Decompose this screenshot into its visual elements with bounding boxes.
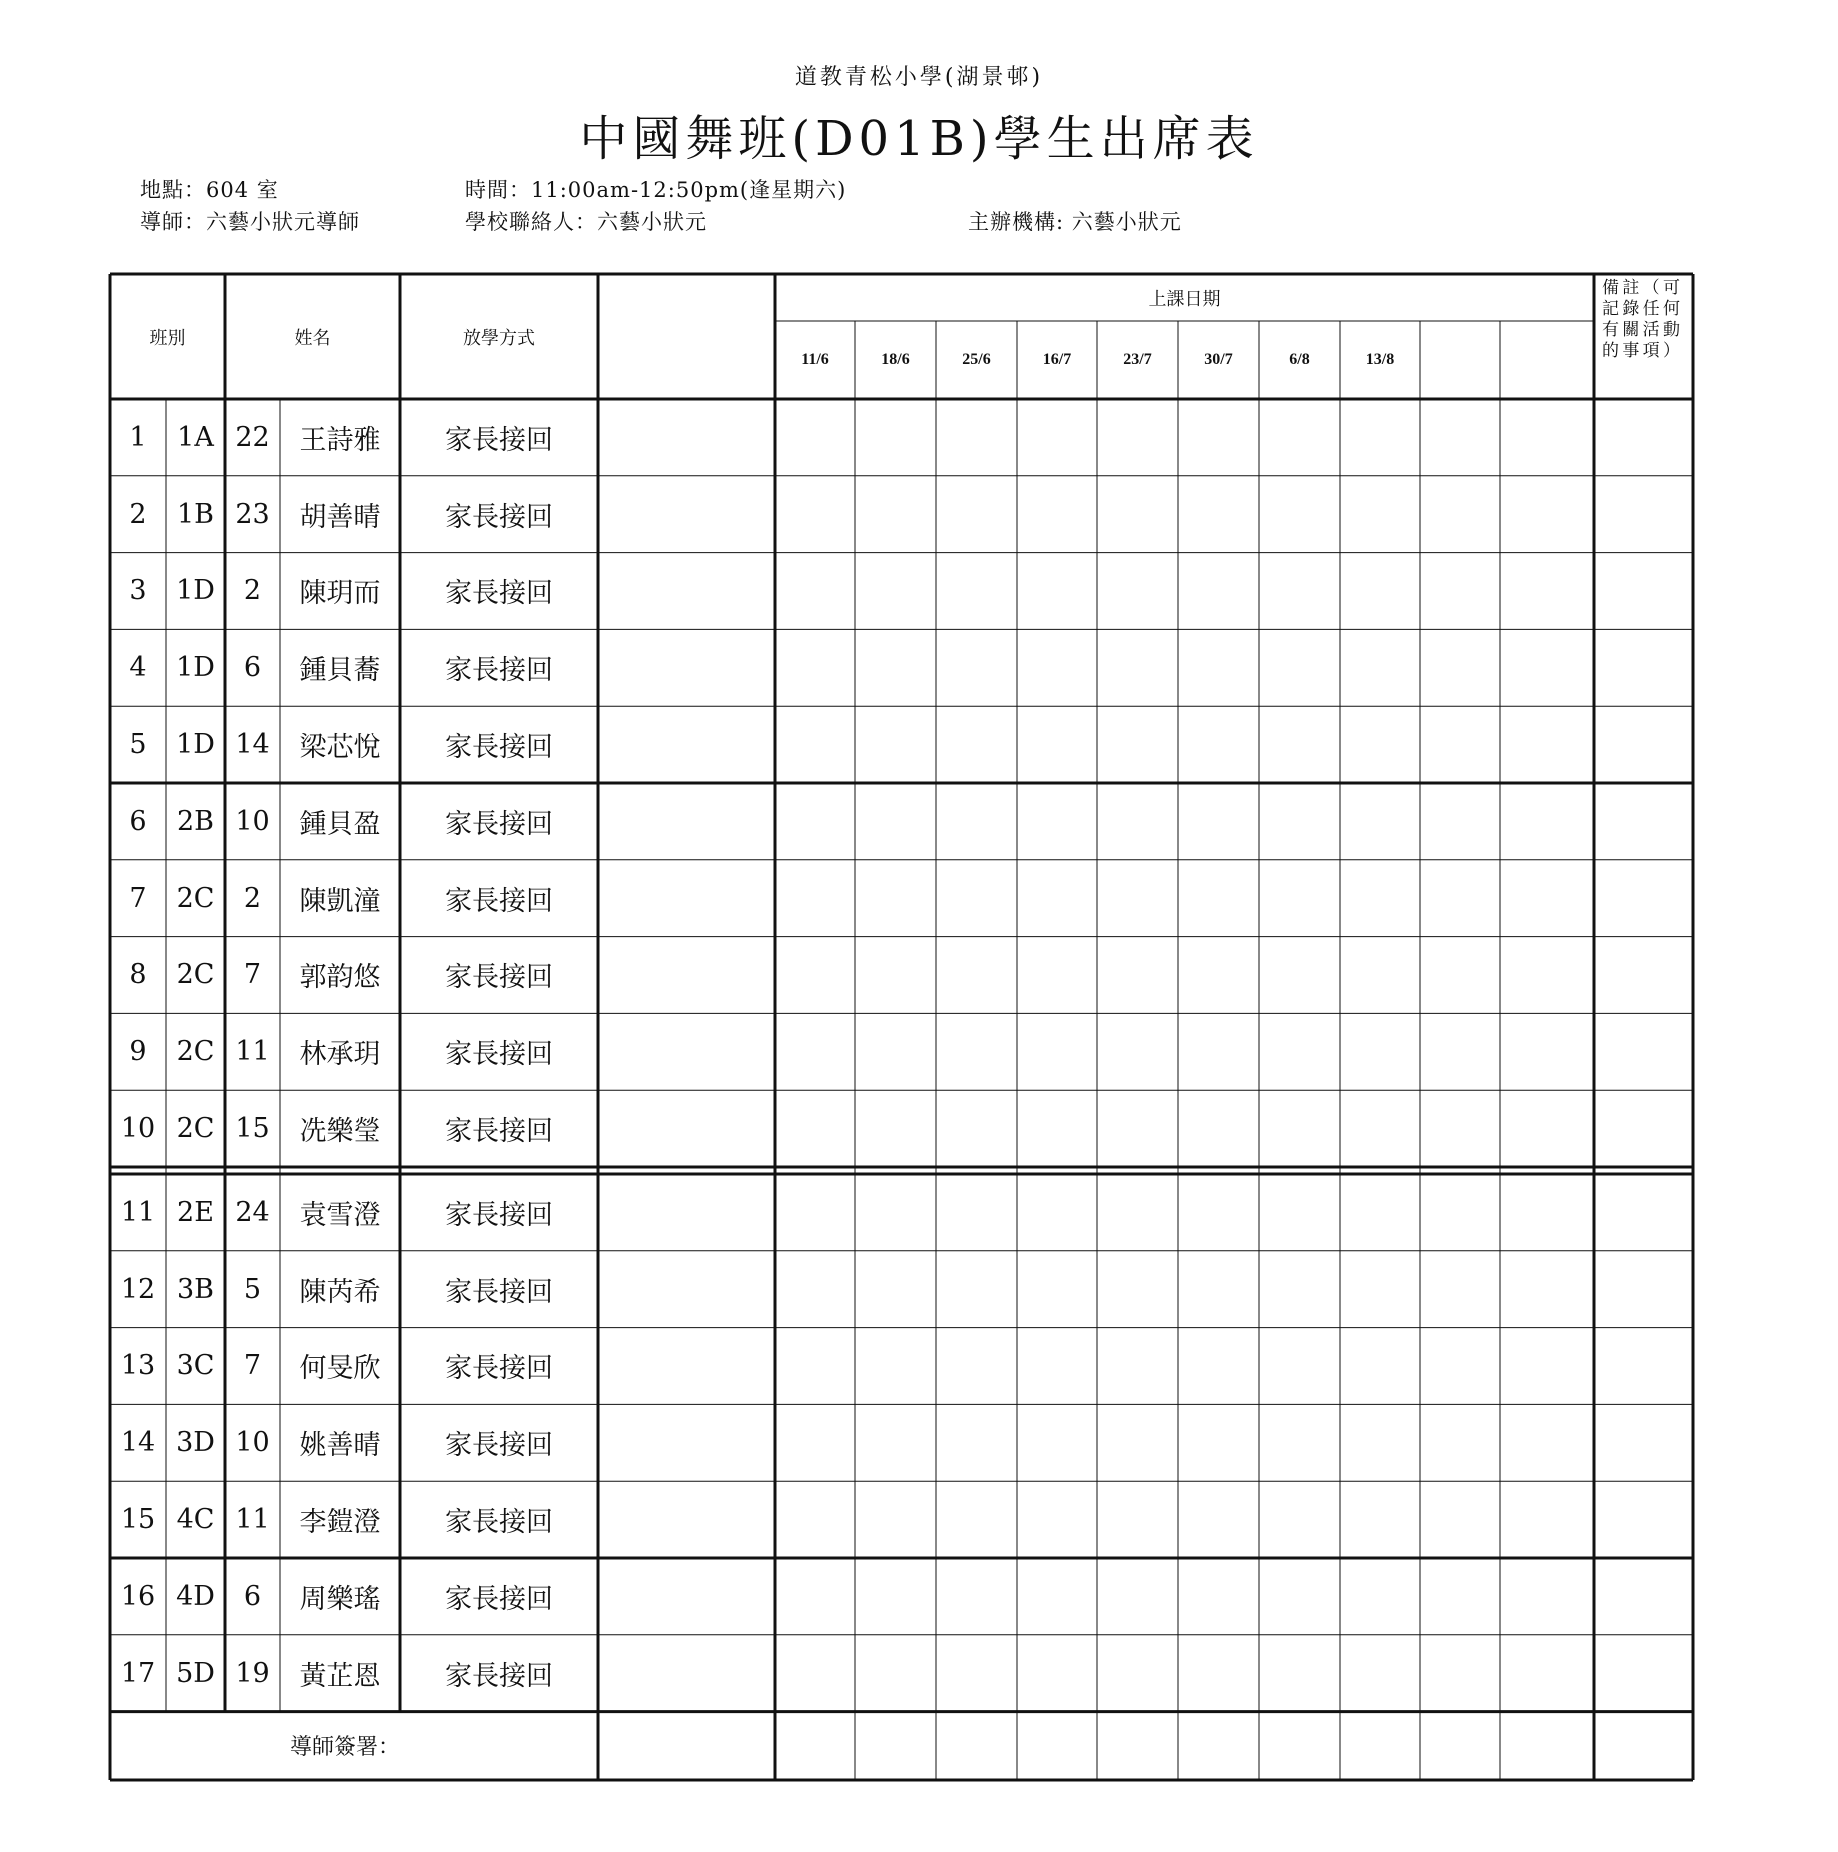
row-class: 1B xyxy=(176,498,215,530)
row-class-number: 2 xyxy=(243,882,262,914)
row-class-number: 7 xyxy=(243,1350,262,1382)
row-number: 8 xyxy=(129,959,147,991)
row-class-number: 11 xyxy=(235,1504,270,1536)
row-class: 2C xyxy=(176,882,215,914)
row-dismissal-method: 家長接回 xyxy=(445,1507,553,1539)
row-student-name: 何旻欣 xyxy=(299,1353,381,1385)
row-student-name: 胡善晴 xyxy=(299,501,381,533)
date-label: 18/6 xyxy=(881,351,910,368)
row-class-number: 2 xyxy=(243,575,262,607)
row-student-name: 梁芯悅 xyxy=(299,732,381,764)
row-number: 3 xyxy=(129,575,147,607)
date-label: 11/6 xyxy=(801,351,829,368)
row-class-number: 19 xyxy=(235,1657,270,1689)
row-dismissal-method: 家長接回 xyxy=(445,1116,553,1148)
page-title: 中國舞班(D01B)學生出席表 xyxy=(579,111,1259,167)
row-class: 2C xyxy=(176,1113,215,1145)
row-class-number: 5 xyxy=(243,1273,262,1305)
row-student-name: 冼樂瑩 xyxy=(299,1116,381,1148)
date-label: 25/6 xyxy=(962,351,991,368)
row-class: 1D xyxy=(176,652,215,684)
date-label: 23/7 xyxy=(1123,351,1152,368)
row-number: 10 xyxy=(120,1113,156,1145)
row-number: 15 xyxy=(120,1504,156,1536)
row-class-number: 6 xyxy=(243,1580,262,1612)
school-contact-text: 學校聯絡人：六藝小狀元 xyxy=(465,210,707,234)
row-number: 12 xyxy=(120,1273,156,1305)
row-number: 11 xyxy=(120,1196,156,1228)
row-class-number: 14 xyxy=(235,729,270,761)
header-name: 姓名 xyxy=(294,327,331,349)
row-class: 2C xyxy=(176,959,215,991)
row-class-number: 6 xyxy=(243,652,262,684)
row-class: 3C xyxy=(176,1350,215,1382)
row-class-number: 10 xyxy=(235,1427,270,1459)
date-label xyxy=(1500,321,1594,399)
row-dismissal-method: 家長接回 xyxy=(445,885,553,917)
organizer-text: 主辦機構: 六藝小狀元 xyxy=(968,210,1182,234)
row-class-number: 10 xyxy=(235,805,270,837)
date-label xyxy=(1420,321,1500,399)
row-number: 5 xyxy=(129,729,147,761)
row-dismissal-method: 家長接回 xyxy=(445,1276,553,1308)
header-dismissal-method: 放學方式 xyxy=(463,327,535,349)
row-number: 2 xyxy=(129,498,147,530)
row-class-number: 7 xyxy=(243,959,262,991)
row-dismissal-method: 家長接回 xyxy=(445,655,553,687)
row-class-number: 11 xyxy=(235,1036,270,1068)
row-class: 2E xyxy=(177,1196,214,1228)
row-number: 1 xyxy=(129,421,147,453)
row-student-name: 陳芮希 xyxy=(299,1276,381,1308)
tutor-text: 導師：六藝小狀元導師 xyxy=(140,210,360,234)
header-blank xyxy=(598,274,775,399)
time-text: 時間：11:00am-12:50pm(逢星期六) xyxy=(465,178,847,202)
row-student-name: 鍾貝盈 xyxy=(299,808,381,840)
row-student-name: 王詩雅 xyxy=(299,424,381,456)
row-class: 1A xyxy=(177,421,214,453)
row-number: 16 xyxy=(120,1580,156,1612)
row-student-name: 郭韵悠 xyxy=(299,962,381,994)
row-dismissal-method: 家長接回 xyxy=(445,1199,553,1231)
row-class: 3D xyxy=(176,1427,215,1459)
row-dismissal-method: 家長接回 xyxy=(445,424,553,456)
row-number: 6 xyxy=(129,805,147,837)
row-class: 3B xyxy=(176,1273,215,1305)
row-dismissal-method: 家長接回 xyxy=(445,1430,553,1462)
row-number: 4 xyxy=(129,652,147,684)
row-class: 1D xyxy=(176,575,215,607)
row-dismissal-method: 家長接回 xyxy=(445,1039,553,1071)
row-class: 4C xyxy=(176,1504,215,1536)
row-dismissal-method: 家長接回 xyxy=(445,732,553,764)
row-dismissal-method: 家長接回 xyxy=(445,1353,553,1385)
date-label: 30/7 xyxy=(1204,351,1233,368)
row-student-name: 林承玥 xyxy=(299,1039,381,1071)
row-dismissal-method: 家長接回 xyxy=(445,1660,553,1692)
row-dismissal-method: 家長接回 xyxy=(445,962,553,994)
school-name: 道教青松小學(湖景邨) xyxy=(794,65,1044,90)
row-class-number: 23 xyxy=(235,498,270,530)
row-number: 9 xyxy=(129,1036,147,1068)
row-class: 1D xyxy=(176,729,215,761)
row-dismissal-method: 家長接回 xyxy=(445,1583,553,1615)
row-student-name: 黃芷恩 xyxy=(299,1660,381,1692)
row-class-number: 15 xyxy=(235,1113,270,1145)
row-class: 2B xyxy=(176,805,215,837)
row-number: 14 xyxy=(120,1427,156,1459)
location-text: 地點：604 室 xyxy=(140,178,279,202)
date-label: 16/7 xyxy=(1042,351,1072,368)
row-class-number: 22 xyxy=(235,421,270,453)
date-label: 13/8 xyxy=(1365,351,1395,368)
date-label: 6/8 xyxy=(1289,351,1310,368)
row-number: 13 xyxy=(120,1350,156,1382)
row-student-name: 袁雪澄 xyxy=(299,1199,381,1231)
header-class-dates: 上課日期 xyxy=(1148,288,1221,310)
row-student-name: 李鎧澄 xyxy=(299,1507,381,1539)
row-number: 17 xyxy=(120,1657,156,1689)
header-remarks: 備註（可記錄任何有關活動的事項） xyxy=(1602,278,1680,361)
row-student-name: 陳凱潼 xyxy=(299,885,381,917)
row-student-name: 姚善晴 xyxy=(299,1430,381,1462)
tutor-signature-label: 導師簽署： xyxy=(290,1735,401,1761)
row-student-name: 陳玥而 xyxy=(299,578,381,610)
row-number: 7 xyxy=(129,882,147,914)
header-class: 班別 xyxy=(149,327,186,349)
row-dismissal-method: 家長接回 xyxy=(445,808,553,840)
row-dismissal-method: 家長接回 xyxy=(445,501,553,533)
row-class: 2C xyxy=(176,1036,215,1068)
row-class: 5D xyxy=(176,1657,215,1689)
row-student-name: 鍾貝蕎 xyxy=(299,655,381,687)
row-dismissal-method: 家長接回 xyxy=(445,578,553,610)
row-class: 4D xyxy=(176,1580,215,1612)
row-class-number: 24 xyxy=(235,1196,270,1228)
row-student-name: 周樂瑤 xyxy=(299,1583,381,1615)
